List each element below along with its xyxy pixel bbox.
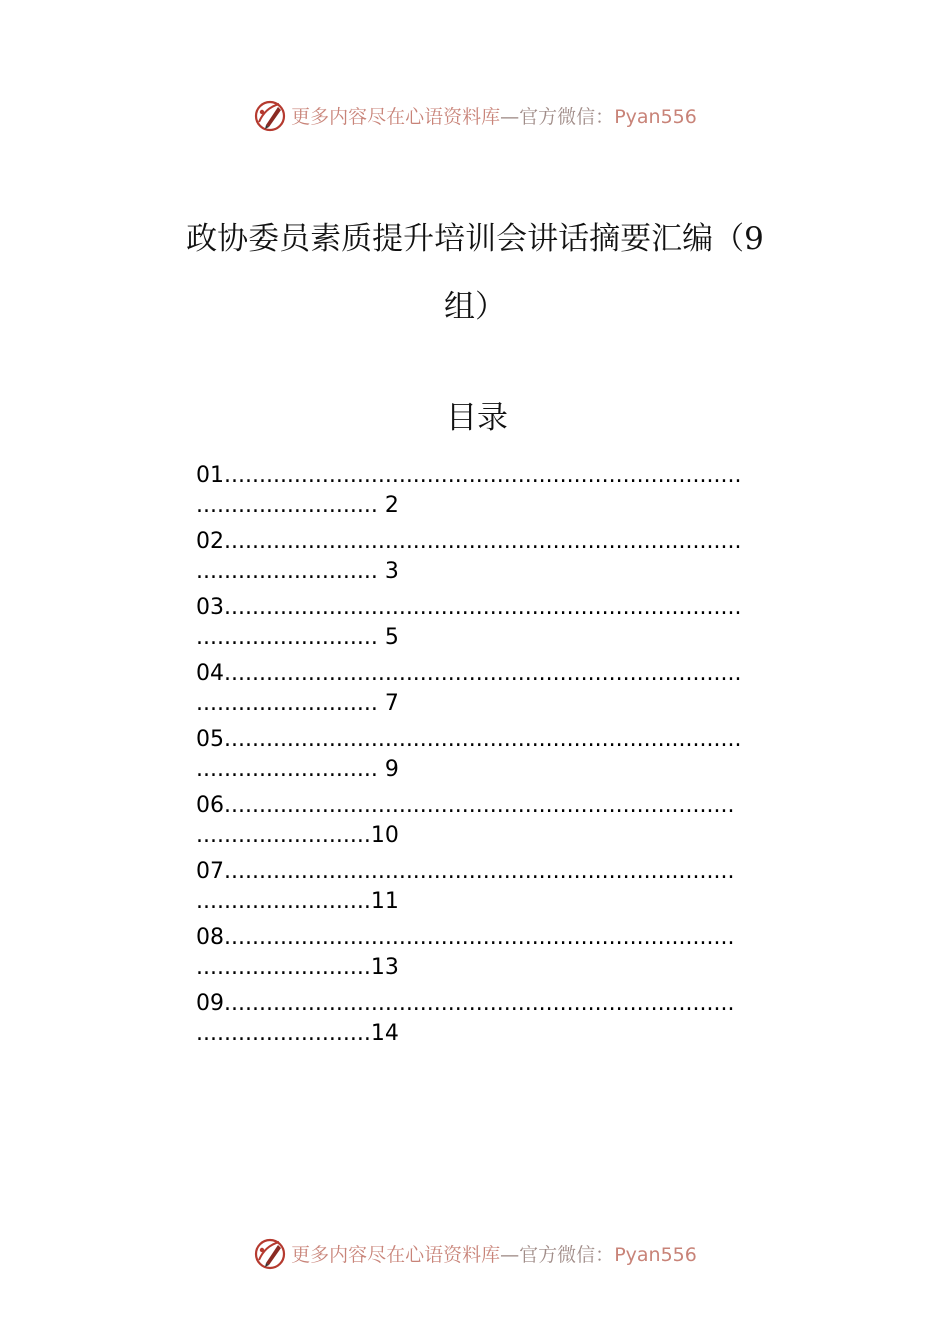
- toc-entry-page: .......................... 9: [196, 757, 399, 782]
- title-line-2: 组）: [444, 289, 506, 325]
- toc-entry-page: .......................... 2: [196, 493, 399, 518]
- toc-entry-label: 06.........................................................................: [196, 793, 735, 818]
- toc-entry-07[interactable]: [196, 857, 856, 923]
- footer-banner: [0, 1233, 950, 1273]
- toc-entry-page: .......................... 3: [196, 559, 399, 584]
- pen-logo-icon: [253, 98, 287, 132]
- pen-logo-icon: [253, 1236, 287, 1270]
- toc-entry-page: .........................10: [196, 823, 399, 848]
- toc-entry-08[interactable]: [196, 923, 856, 989]
- toc-entry-page: .........................14: [196, 1021, 399, 1046]
- header-banner: [0, 95, 950, 135]
- toc-entry-03[interactable]: [196, 593, 856, 659]
- toc-entry-05[interactable]: [196, 725, 856, 791]
- toc-heading: 目录: [446, 400, 508, 436]
- toc-entry-09[interactable]: [196, 989, 856, 1055]
- toc-entry-label: 04..........................................................................: [196, 661, 742, 686]
- toc-entry-label: 03..........................................................................: [196, 595, 742, 620]
- toc-entry-page: .......................... 5: [196, 625, 399, 650]
- banner-text: 更多内容尽在心语资料库—官方微信：Pyan556: [291, 1243, 697, 1266]
- toc-entry-04[interactable]: [196, 659, 856, 725]
- toc-entry-label: 09.........................................................................: [196, 991, 735, 1016]
- toc-entry-page: .........................13: [196, 955, 399, 980]
- toc-entry-label: 01..........................................................................: [196, 463, 742, 488]
- toc-entry-page: .........................11: [196, 889, 399, 914]
- toc-entry-06[interactable]: [196, 791, 856, 857]
- toc-entry-02[interactable]: [196, 527, 856, 593]
- document-title: [130, 205, 820, 341]
- toc-entry-page: .......................... 7: [196, 691, 399, 716]
- title-line-1: 政协委员素质提升培训会讲话摘要汇编（9: [186, 221, 764, 257]
- toc-entry-label: 07.........................................................................: [196, 859, 735, 884]
- table-of-contents: [196, 461, 856, 1055]
- toc-entry-01[interactable]: [196, 461, 856, 527]
- toc-entry-label: 05..........................................................................: [196, 727, 742, 752]
- toc-entry-label: 02..........................................................................: [196, 529, 742, 554]
- toc-entry-label: 08.........................................................................: [196, 925, 735, 950]
- banner-text: 更多内容尽在心语资料库—官方微信：Pyan556: [291, 105, 697, 128]
